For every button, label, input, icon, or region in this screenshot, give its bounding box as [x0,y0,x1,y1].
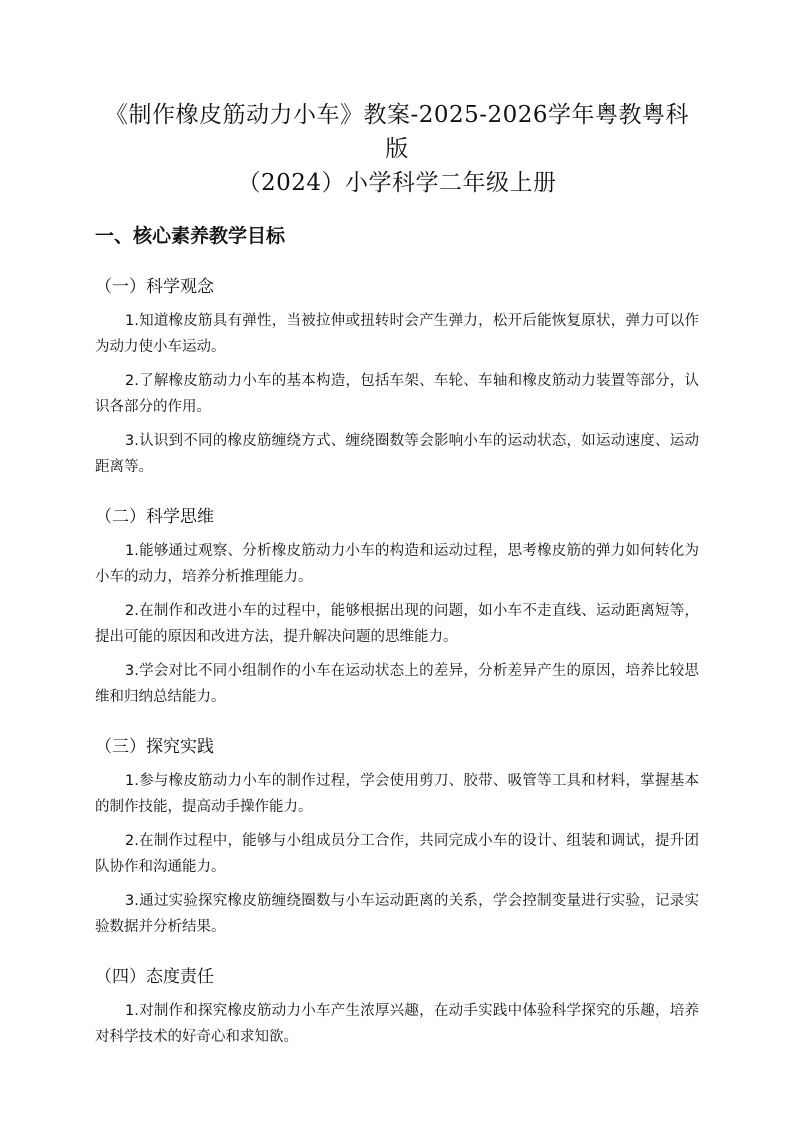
document-title-line-1: 《制作橡皮筋动力小车》教案-2025-2026学年粤教粤科版 [104,102,690,162]
section-heading: 一、核心素养教学目标 [95,225,286,247]
document-title-line-2: （2024）小学科学二年级上册 [237,170,557,196]
subsection-heading-science-concepts: （一）科学观念 [95,277,214,297]
subsection-heading-attitude-responsibility: （四）态度责任 [95,967,214,987]
paragraph: 2.在制作过程中，能够与小组成员分工合作，共同完成小车的设计、组装和调试，提升团队协作和沟通能力。 [95,833,699,875]
paragraph: 3.认识到不同的橡皮筋缠绕方式、缠绕圈数等会影响小车的运动状态，如运动速度、运动距离等。 [95,433,699,475]
paragraph: 3.学会对比不同小组制作的小车在运动状态上的差异，分析差异产生的原因，培养比较思维和归纳总结能力。 [95,663,699,705]
subsection-heading-scientific-thinking: （二）科学思维 [95,507,214,527]
subsection-heading-inquiry-practice: （三）探究实践 [95,737,214,757]
paragraph: 2.在制作和改进小车的过程中，能够根据出现的问题，如小车不走直线、运动距离短等，提出可能的原因和改进方法，提升解决问题的思维能力。 [95,603,699,645]
paragraph: 1.知道橡皮筋具有弹性，当被拉伸或扭转时会产生弹力，松开后能恢复原状，弹力可以作为动力使小车运动。 [95,313,699,355]
paragraph: 2.了解橡皮筋动力小车的基本构造，包括车架、车轮、车轴和橡皮筋动力装置等部分，认识各部分的作用。 [95,373,699,415]
subsection-body-inquiry-practice [95,768,699,940]
subsection-body-science-concepts [95,308,699,480]
paragraph: 1.能够通过观察、分析橡皮筋动力小车的构造和运动过程，思考橡皮筋的弹力如何转化为小车的动力，培养分析推理能力。 [95,543,699,585]
paragraph: 1.对制作和探究橡皮筋动力小车产生浓厚兴趣，在动手实践中体验科学探究的乐趣，培养对科学技术的好奇心和求知欲。 [95,1003,699,1045]
paragraph: 3.通过实验探究橡皮筋缠绕圈数与小车运动距离的关系，学会控制变量进行实验，记录实验数据并分析结果。 [95,893,699,935]
subsection-body-scientific-thinking [95,538,699,710]
document-title [95,98,699,200]
subsection-body-attitude-responsibility [95,998,699,1050]
paragraph: 1.参与橡皮筋动力小车的制作过程，学会使用剪刀、胶带、吸管等工具和材料，掌握基本的制作技能，提高动手操作能力。 [95,773,699,815]
